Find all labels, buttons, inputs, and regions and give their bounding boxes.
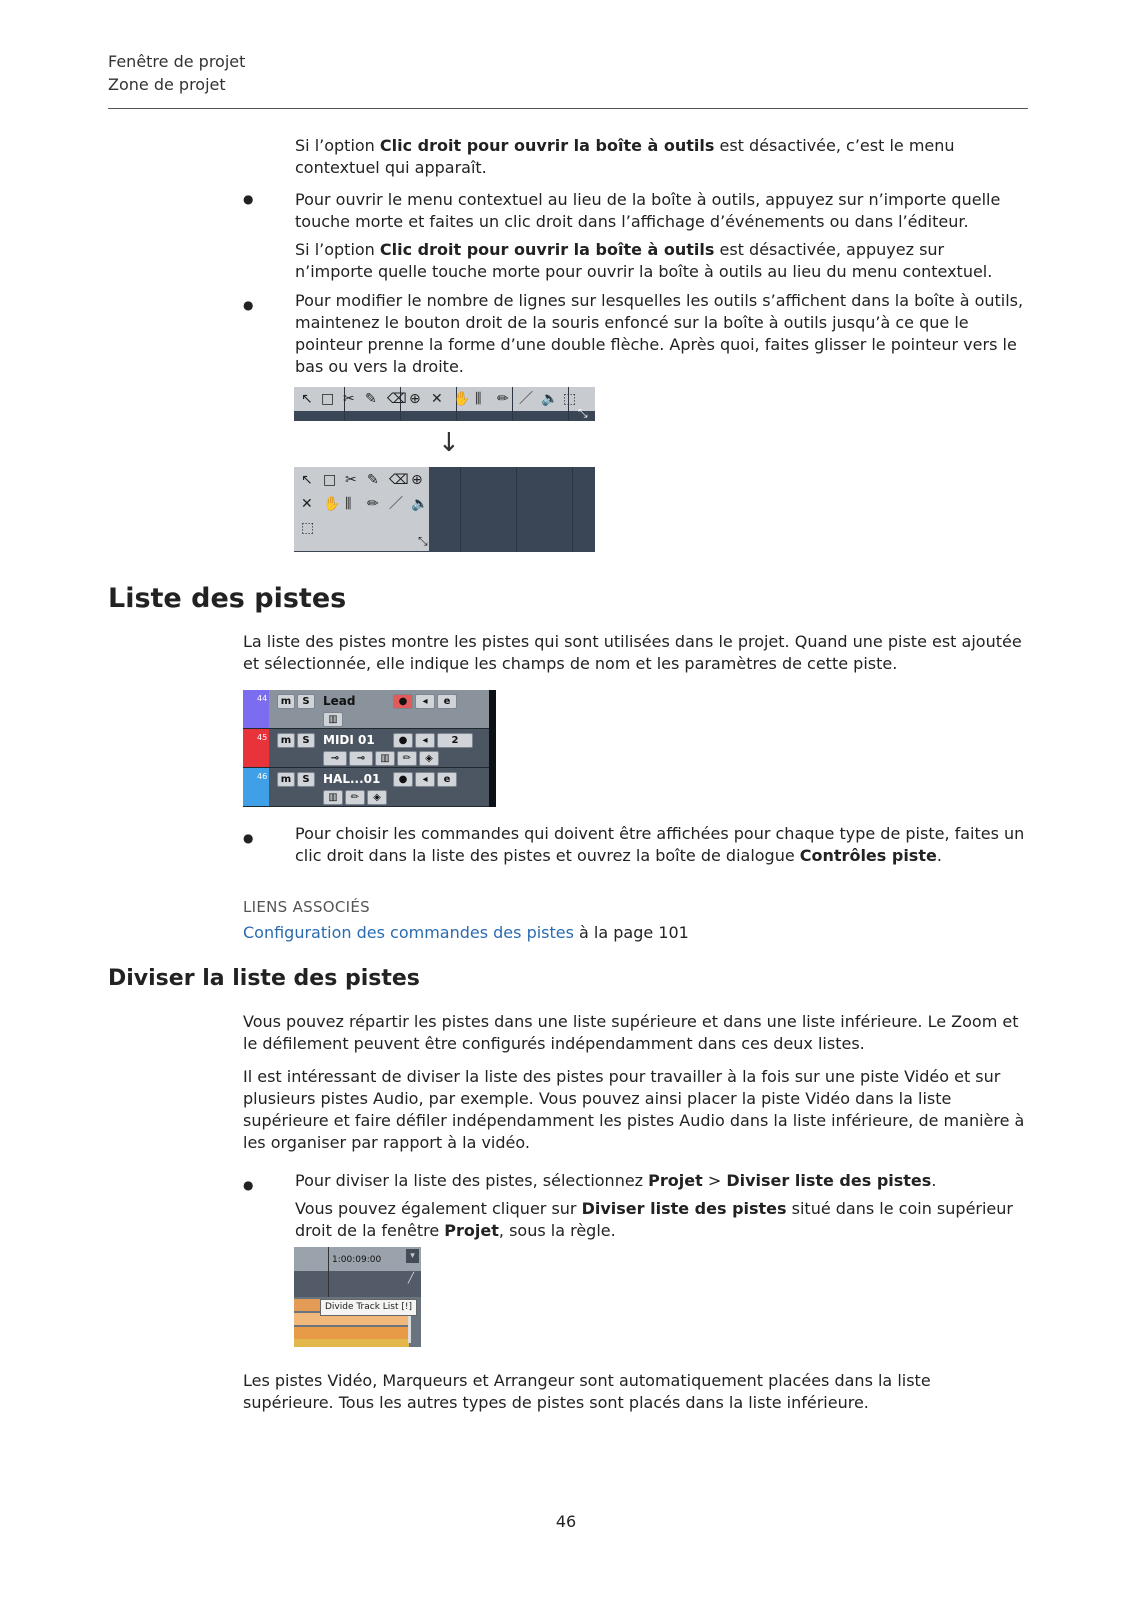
bullet-icon: ●: [243, 831, 254, 845]
midi-channel-value: 2: [437, 733, 473, 748]
track-row: [243, 768, 489, 807]
track-row: [243, 690, 489, 729]
draw-icon: ✏: [367, 496, 379, 512]
line-icon: ／: [389, 496, 403, 512]
split-icon: ✂: [343, 391, 355, 407]
color-icon: ⬚: [301, 520, 315, 536]
track-list-scrollbar: [488, 690, 496, 807]
monitor-icon: ◂: [415, 694, 435, 709]
track-name: HAL...01: [323, 772, 381, 786]
lock-icon: ◈: [367, 790, 387, 805]
divide-track-list-button[interactable]: ╱: [408, 1273, 415, 1284]
range-selection-icon: □: [323, 472, 337, 488]
lane-icon: ▥: [375, 751, 395, 766]
track-name: MIDI 01: [323, 733, 375, 747]
time-warp-icon: ⫼: [345, 496, 352, 512]
tooltip: Divide Track List [!]: [320, 1299, 417, 1316]
liste-paragraph: La liste des pistes montre les pistes qui sont utilisées dans le projet. Quand une piste est ajoutée et sélectionnée, elle indique les champs de nom et les paramètres de cette piste.: [243, 632, 1022, 673]
bullet-icon: ●: [243, 192, 254, 206]
intro-paragraph-1: Si l’option Clic droit pour ouvrir la boîte à outils est désactivée, c’est le menu contextuel qui apparaît.: [295, 136, 955, 177]
mute-button: m: [277, 694, 295, 709]
diviser-paragraph-3: Vous pouvez également cliquer sur Diviser liste des pistes situé dans le coin supérieur droit de la fenêtre Projet, sous la règle.: [295, 1199, 1013, 1240]
input-icon: ⊸: [323, 751, 347, 766]
chevron-down-icon[interactable]: ▾: [406, 1249, 419, 1263]
timecode: 1:00:09:00: [332, 1255, 382, 1265]
zoom-icon: ⊕: [411, 472, 423, 488]
section-title-diviser: Diviser la liste des pistes: [108, 966, 420, 991]
monitor-icon: ◂: [415, 772, 435, 787]
intro-bullet-2: Pour modifier le nombre de lignes sur lesquelles les outils s’affichent dans la boîte à outils, maintenez le bouton droit de la souris enfoncé sur la boîte à outils jusqu’à ce que le pointeur prenne la forme d’une double flèche. Après quoi, faites glisser le pointeur vers le bas ou vers la droite.: [295, 291, 1024, 376]
double-arrow-icon: ⤡: [418, 534, 428, 548]
running-header-section: Zone de projet: [108, 75, 226, 94]
object-selection-icon: ↖: [301, 472, 313, 488]
solo-button: S: [297, 733, 315, 748]
comp-icon: ✋: [453, 391, 471, 407]
page-number: 46: [555, 1512, 577, 1531]
section-title-liste-des-pistes: Liste des pistes: [108, 583, 347, 614]
zoom-icon: ⊕: [409, 391, 421, 407]
glue-icon: ✎: [367, 472, 379, 488]
object-selection-icon: ↖: [301, 391, 313, 407]
option-name: Clic droit pour ouvrir la boîte à outils: [379, 240, 715, 259]
play-icon: 🔈: [541, 391, 559, 407]
related-link-line: Configuration des commandes des pistes à la page 101: [243, 923, 689, 942]
track-number: 44: [257, 694, 268, 703]
lock-icon: ◈: [419, 751, 439, 766]
play-icon: 🔈: [411, 496, 429, 512]
lane-icon: ▥: [323, 790, 343, 805]
diviser-bullet: Pour diviser la liste des pistes, sélectionnez Projet > Diviser liste des pistes.: [295, 1171, 937, 1190]
running-header-chapter: Fenêtre de projet: [108, 52, 246, 71]
solo-button: S: [297, 772, 315, 787]
diviser-paragraph-4: Les pistes Vidéo, Marqueurs et Arrangeur sont automatiquement placées dans la liste supérieure. Tous les autres types de pistes sont placés dans la liste inférieure.: [243, 1371, 931, 1412]
record-icon: ●: [393, 694, 413, 709]
draw-icon: ✏: [397, 751, 417, 766]
erase-icon: ⌫: [389, 472, 409, 488]
option-name: Clic droit pour ouvrir la boîte à outils: [379, 136, 715, 155]
arrow-down-icon: ↓: [438, 428, 460, 458]
ruler-lower: [294, 1271, 421, 1297]
track-number: 46: [257, 772, 268, 781]
draw-icon: ✏: [497, 391, 509, 407]
range-selection-icon: □: [321, 391, 335, 407]
edit-icon: e: [437, 694, 457, 709]
track-number: 45: [257, 733, 268, 742]
diviser-paragraph-2: Il est intéressant de diviser la liste des pistes pour travailler à la fois sur une piste Vidéo et sur plusieurs pistes Audio, par exemple. Vous pouvez ainsi placer la piste Vidéo dans la liste supérieure et faire défiler indépendamment les pistes Audio dans la liste inférieure, de manière à les organiser par rapport à la vidéo.: [243, 1067, 1025, 1152]
mute-icon: ✕: [431, 391, 443, 407]
mute-icon: ✕: [301, 496, 313, 512]
toolbox-multi-row-image: [294, 467, 595, 552]
bullet-icon: ●: [243, 1178, 254, 1192]
header-divider: [108, 108, 1028, 109]
liste-bullet: Pour choisir les commandes qui doivent être affichées pour chaque type de piste, faites un clic droit dans la liste des pistes et ouvrez la boîte de dialogue Contrôles piste.: [295, 824, 1025, 865]
intro-bullet-1: Pour ouvrir le menu contextuel au lieu de la boîte à outils, appuyez sur n’importe quelle touche morte et faites un clic droit dans l’affichage d’événements ou dans l’éditeur.: [295, 190, 1001, 231]
track-list-image: [243, 690, 496, 807]
record-icon: ●: [393, 772, 413, 787]
toolbox-single-row-image: [294, 387, 595, 421]
split-icon: ✂: [345, 472, 357, 488]
draw-icon: ✏: [345, 790, 365, 805]
color-icon: ⬚: [563, 391, 577, 407]
lane-icon: ▥: [323, 712, 343, 727]
bullet-icon: ●: [243, 298, 254, 312]
time-warp-icon: ⫼: [475, 391, 482, 407]
related-links-label: LIENS ASSOCIÉS: [243, 898, 370, 916]
diviser-paragraph-1: Vous pouvez répartir les pistes dans une liste supérieure et dans une liste inférieure. Le Zoom et le défilement peuvent être configurés indépendamment dans ces deux listes.: [243, 1012, 1019, 1053]
related-link[interactable]: Configuration des commandes des pistes: [243, 923, 574, 942]
comp-icon: ✋: [323, 496, 341, 512]
track-row: [243, 729, 489, 768]
divide-track-list-image: [294, 1247, 421, 1347]
mute-button: m: [277, 772, 295, 787]
monitor-icon: ◂: [415, 733, 435, 748]
mute-button: m: [277, 733, 295, 748]
record-icon: ●: [393, 733, 413, 748]
solo-button: S: [297, 694, 315, 709]
glue-icon: ✎: [365, 391, 377, 407]
track-name: Lead: [323, 694, 356, 708]
double-arrow-icon: ⤡: [578, 406, 588, 420]
line-icon: ／: [519, 391, 533, 407]
edit-icon: e: [437, 772, 457, 787]
intro-paragraph-2: Si l’option Clic droit pour ouvrir la boîte à outils est désactivée, appuyez sur n’importe quelle touche morte pour ouvrir la boîte à outils au lieu du menu contextuel.: [295, 240, 993, 281]
output-icon: ⊸: [349, 751, 373, 766]
audio-event: [294, 1327, 409, 1339]
erase-icon: ⌫: [387, 391, 407, 407]
